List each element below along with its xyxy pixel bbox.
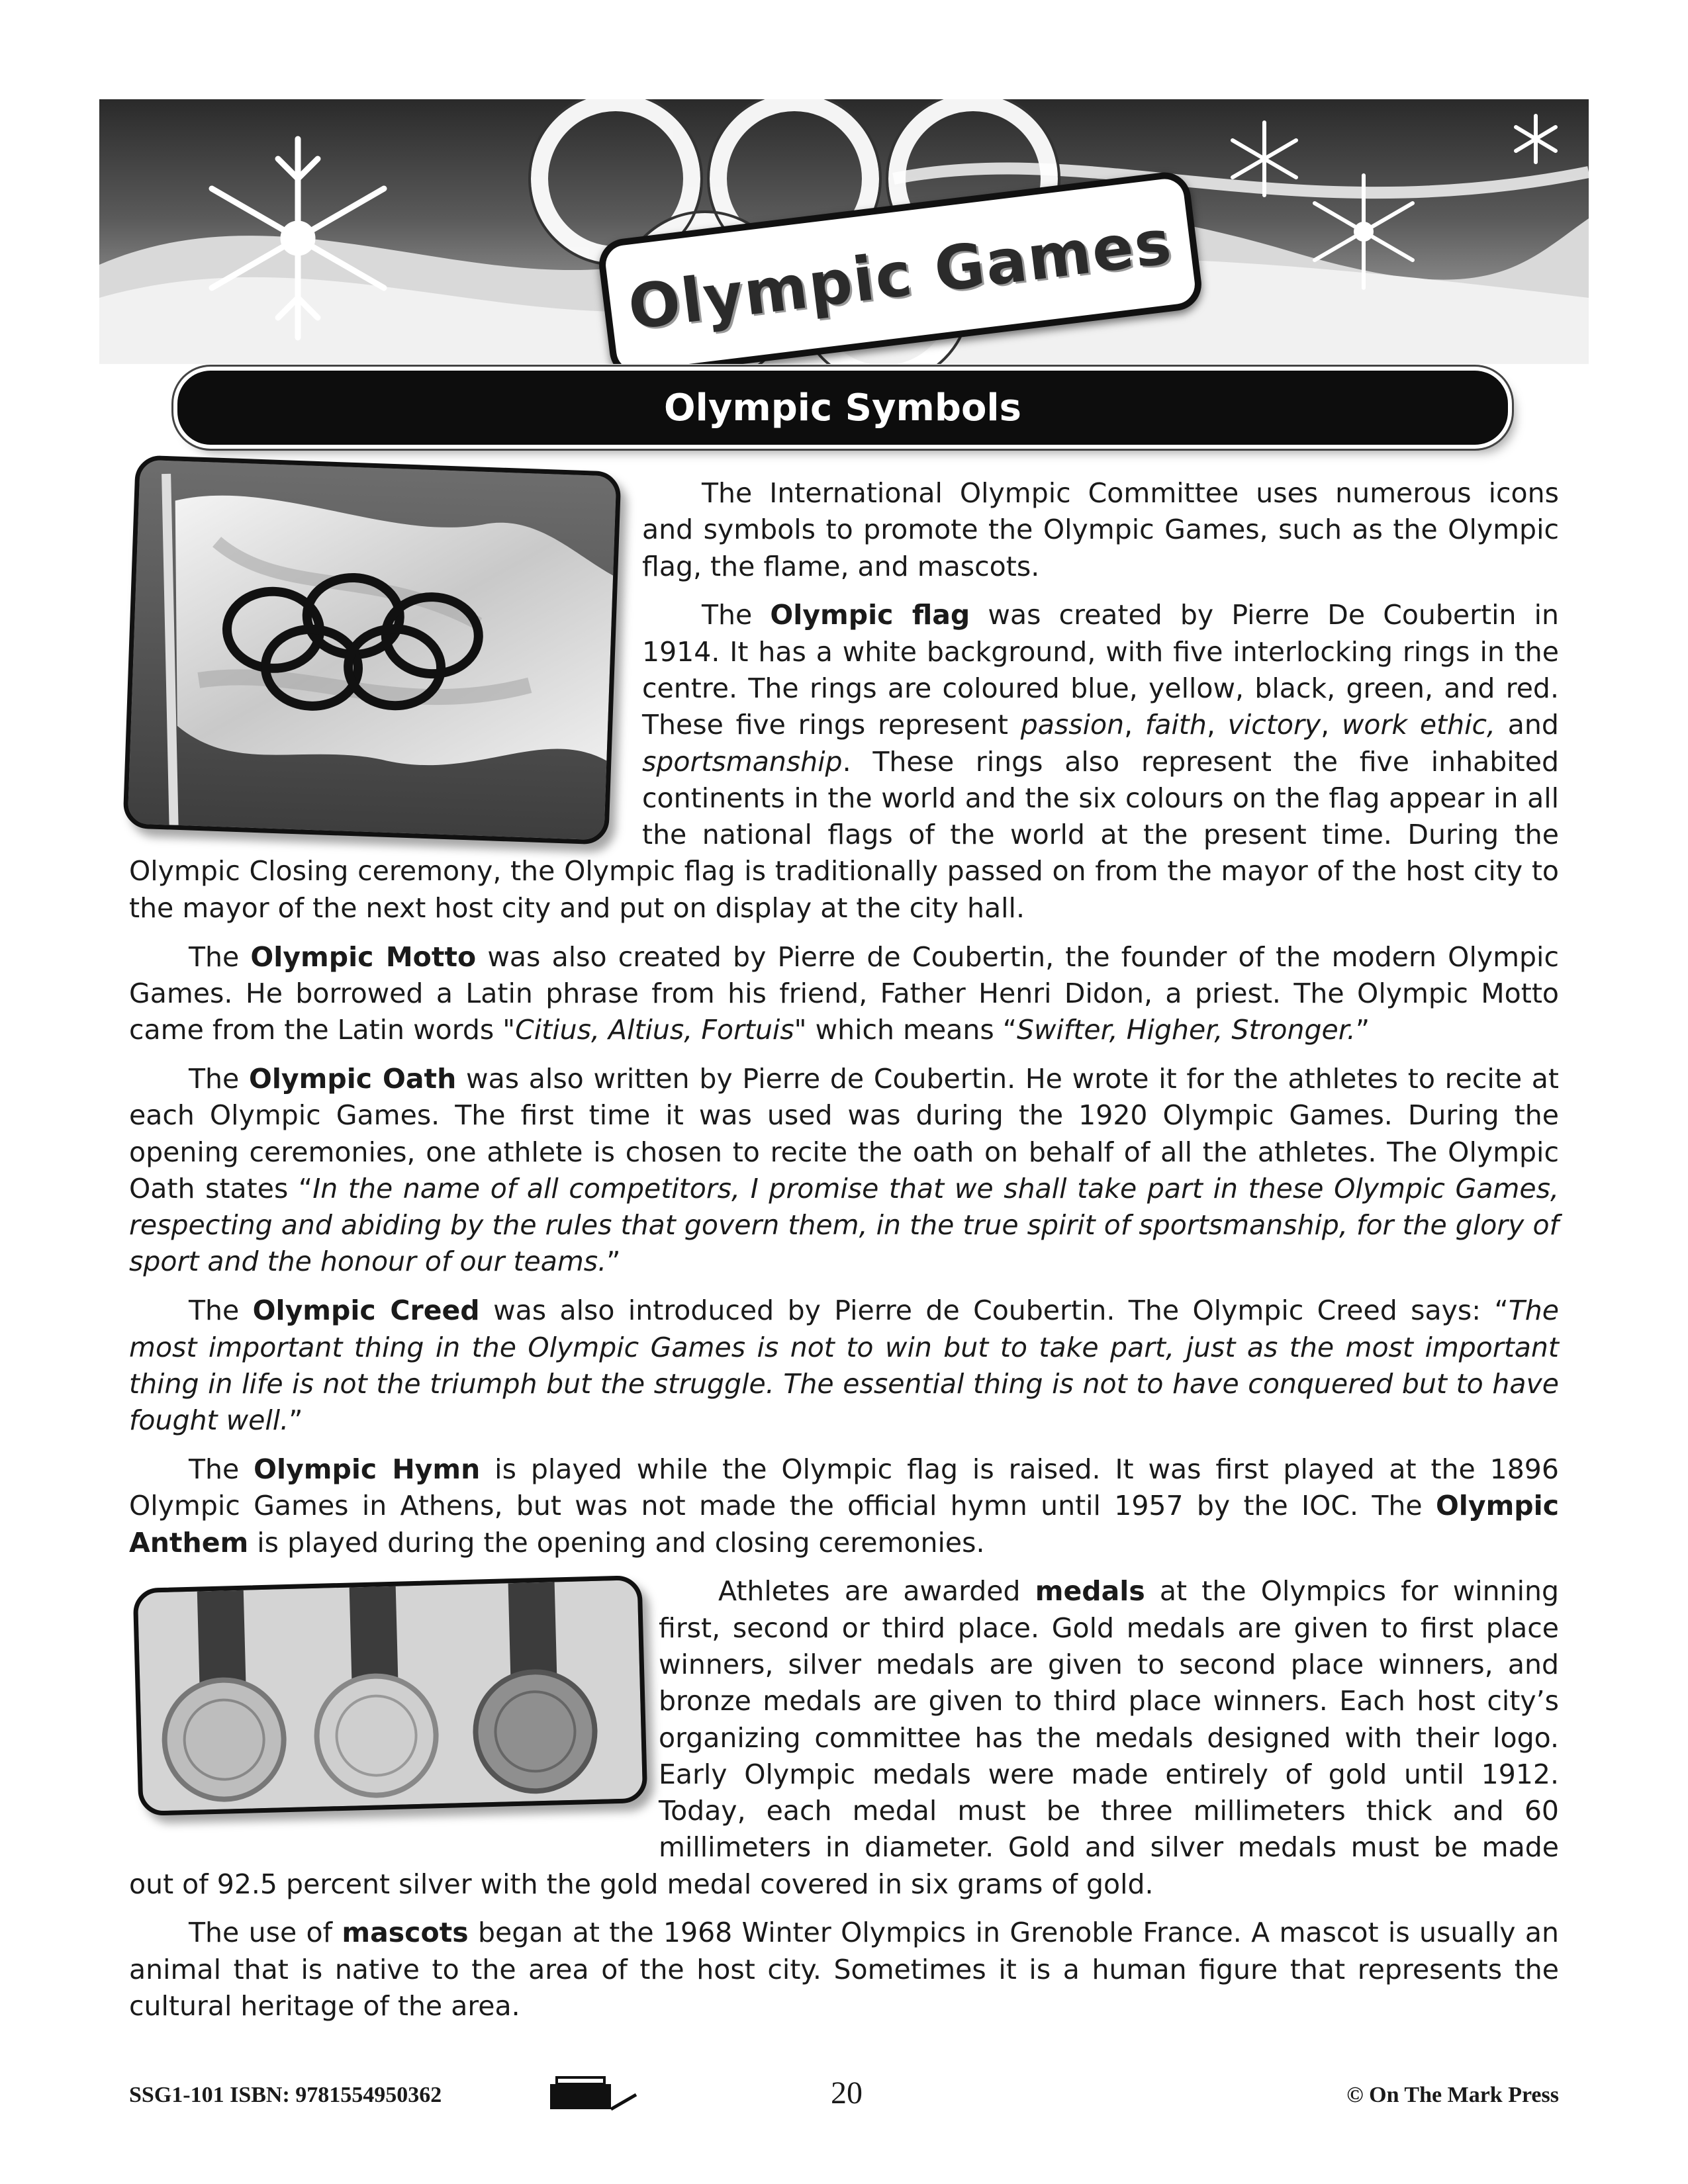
section-header: [177, 371, 1508, 445]
publisher-logo-icon: [547, 2075, 640, 2112]
medal-photo-space: [129, 1573, 659, 1833]
paragraph-intro: The International Olympic Committee uses numerous icons and symbols to promote the Olympic Games, such as the Olympic flag, the flame, and mascots.: [642, 477, 1559, 582]
paragraph-medals: Athletes are awarded medals at the Olympics for winning first, second or third place. Gold medals are given to first place winners, silver medals are given to second place winners, and bronze medals are given to third place winners. Each host city’s organizing committee has the medals designed with their logo. Early Olympic medals were made entirely of gold until 1912. Today, each medal must be three millimeters thick and 60 millimeters in diameter. Gold and silver medals must be made out of 92.5 percent silver with the gold medal covered in six grams of gold.: [129, 1575, 1559, 1900]
paragraph-motto: The Olympic Motto was also created by Pierre de Coubertin, the founder of the modern Olympic Games. He borrowed a Latin phrase from his friend, Father Henri Didon, a priest. The Olympic Motto came from the Latin words "Citius, Altius, Fortuis" which means “Swifter, Higher, Stronger.”: [129, 940, 1559, 1046]
page-number: 20: [831, 2075, 863, 2111]
footer-code: SSG1-101 ISBN: 9781554950362: [129, 2083, 442, 2107]
flag-photo-space: [129, 475, 642, 842]
header-banner: [99, 99, 1589, 364]
paragraph-flag: The Olympic flag was created by Pierre De Coubertin in 1914. It has a white background, with five interlocking rings in the centre. The rings are coloured blue, yellow, black, green, and red. These five rings represent passion, faith, victory, work ethic, and sportsmanship. These rings also represent the five inhabited continents in the world and the six colours on the flag appear in all the national flags of the world at the present time. During the Olympic Closing ceremony, the Olympic flag is traditionally passed on from the mayor of the host city to the mayor of the next host city and put on display at the city hall.: [129, 599, 1559, 924]
article-body: [129, 475, 1559, 2037]
page-title: Olympic Games: [624, 206, 1176, 343]
paragraph-mascots: The use of mascots began at the 1968 Winter Olympics in Grenoble France. A mascot is usually an animal that is native to the area of the host city. Sometimes it is a human figure that represents the cultural heritage of the area.: [129, 1917, 1559, 2023]
page-footer: [129, 2075, 1559, 2115]
paragraph-oath: The Olympic Oath was also written by Pierre de Coubertin. He wrote it for the athletes to recite at each Olympic Games. The first time it was used was during the 1920 Olympic Games. During the opening ceremonies, one athlete is chosen to recite the oath on behalf of all the athletes. The Olympic Oath states “In the name of all competitors, I promise that we shall take part in these Olympic Games, respecting and abiding by the rules that govern them, in the true spirit of sportsmanship, for the glory of sport and the honour of our teams.”: [129, 1062, 1559, 1278]
publisher: © On The Mark Press: [1346, 2083, 1559, 2107]
section-title: Olympic Symbols: [664, 386, 1021, 430]
paragraph-hymn: The Olympic Hymn is played while the Olympic flag is raised. It was first played at the 1896 Olympic Games in Athens, but was not made the official hymn until 1957 by the IOC. The Olympic Anthem is played during the opening and closing ceremonies.: [129, 1453, 1559, 1559]
paragraph-creed: The Olympic Creed was also introduced by Pierre de Coubertin. The Olympic Creed says: “The most important thing in the Olympic Games is not to win but to take part, just as the most important thing in life is not the triumph but the struggle. The essential thing is not to have conquered but to have fought well.”: [129, 1295, 1559, 1437]
